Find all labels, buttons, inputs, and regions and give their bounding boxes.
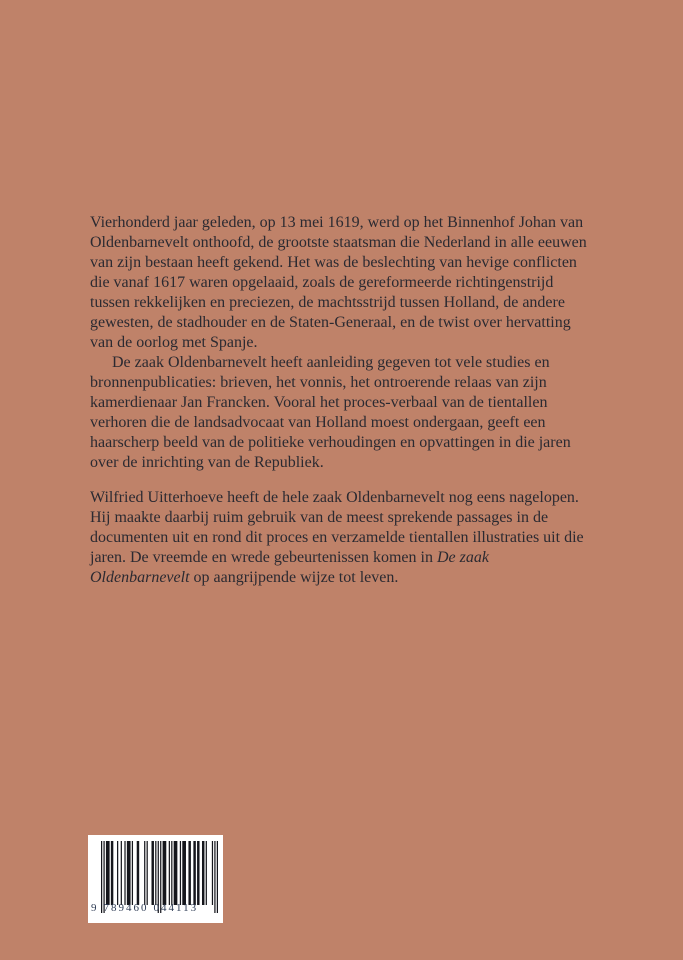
barcode [88, 835, 223, 923]
isbn-digit-group: 044113 [153, 902, 199, 914]
blurb-paragraph: De zaak Oldenbarnevelt heeft aanleiding gegeven tot vele studies en bronnenpublicaties: brieven, het vonnis, het ontroerende relaas van zijn kamerdienaar Jan Francken. Vooral het proces-verbaal van de tientallen verhoren die de landsadvocaat van Holland moest ondergaan, geeft een haarscherp beeld van de politieke verhoudingen en opvattingen in die jaren over de inrichting van de Republiek. [90, 354, 571, 471]
isbn-digit-group: 9 [91, 902, 99, 914]
blurb-paragraph: Vierhonderd jaar geleden, op 13 mei 1619, werd op het Binnenhof Johan van Oldenbarnevelt onthoofd, de grootste staatsman die Nederland in alle eeuwen van zijn bestaan heeft gekend. Het was de beslechting van hevige conflicten die vanaf 1617 waren opgelaaid, zoals de gereformeerde richtingenstrijd tussen rekkelijken en preciezen, de machtsstrijd tussen Holland, de andere gewesten, de stadhouder en de Staten-Generaal, en de twist over hervatting van de oorlog met Spanje. [90, 214, 587, 351]
blurb-text [90, 213, 587, 588]
isbn-digit-group: 789460 [103, 902, 149, 914]
isbn-digits [91, 902, 221, 915]
blurb-paragraph: Wilfried Uitterhoeve heeft de hele zaak Oldenbarnevelt nog eens nagelopen. Hij maakte daarbij ruim gebruik van de meest sprekende passages in de documenten uit en rond dit proces en verzamelde tientallen illustraties uit die jaren. De vreemde en wrede gebeurtenissen komen in De zaak Oldenbarnevelt op aangrijpende wijze tot leven. [90, 489, 584, 586]
